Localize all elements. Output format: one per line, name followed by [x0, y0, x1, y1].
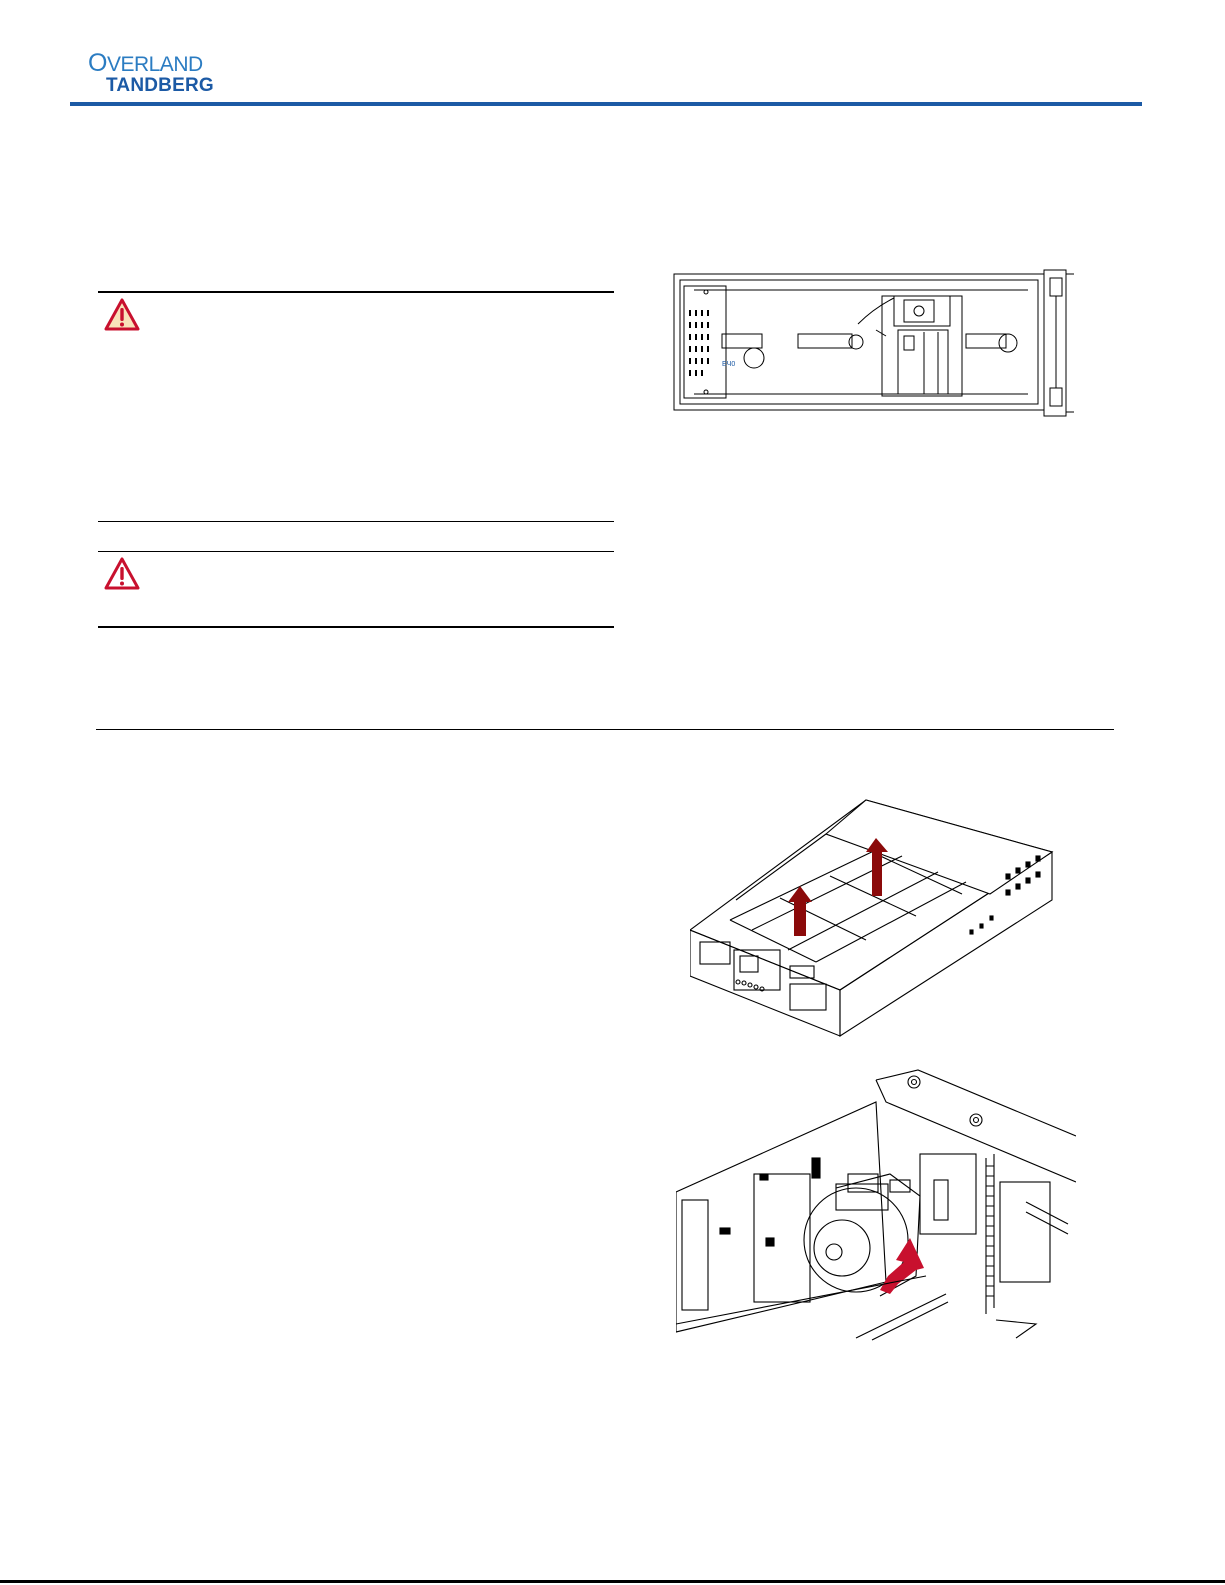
notice-top-rule: [98, 551, 614, 552]
notice-bottom-rule: [98, 626, 614, 628]
logo-first-letter: O: [88, 49, 107, 77]
company-logo: [88, 49, 248, 100]
notice-top-rule: [98, 291, 614, 293]
logo-line2: TANDBERG: [106, 75, 214, 96]
figure-small-label: ЕЧ0: [722, 361, 736, 368]
library-isometric-figure: [690, 790, 1060, 1040]
notice-bottom-rule: [98, 521, 614, 522]
warning-triangle-icon: [104, 298, 140, 332]
library-top-view-figure: [672, 240, 1082, 418]
header-rule: [70, 102, 1142, 106]
warning-triangle-icon: [104, 557, 140, 591]
logo-line1: VERLAND: [106, 53, 203, 76]
footer-rule: [0, 1580, 1225, 1583]
fan-module-removal-figure: [676, 1062, 1076, 1342]
section-divider: [96, 729, 1114, 730]
